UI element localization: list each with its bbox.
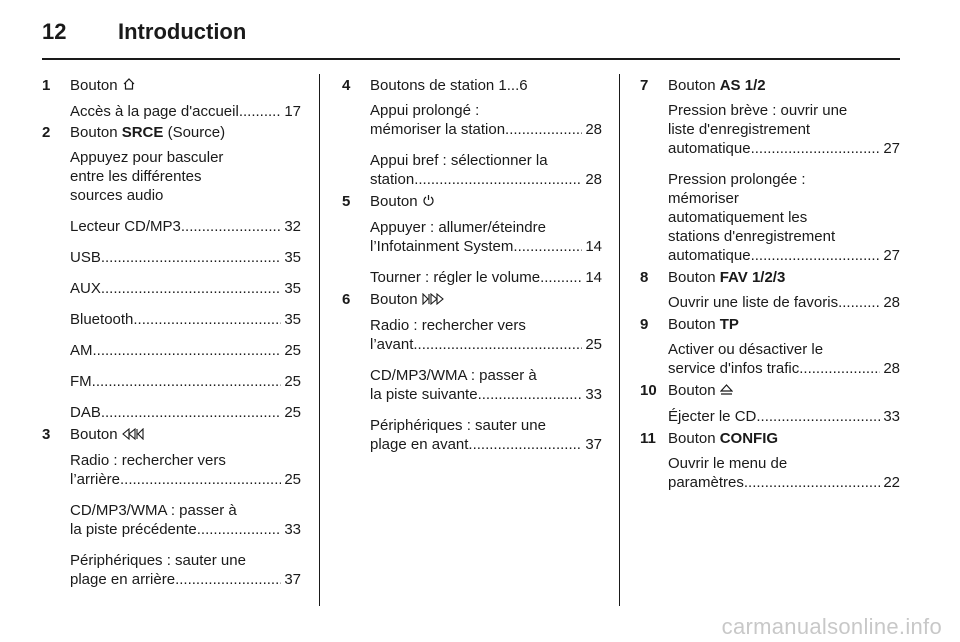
toc-page: 25 bbox=[284, 342, 301, 359]
item-name: AS 1/2 bbox=[719, 77, 766, 94]
toc-page: 37 bbox=[585, 436, 602, 453]
toc-entry bbox=[70, 372, 301, 391]
column-1 bbox=[42, 76, 301, 589]
desc-line: Appuyer : allumer/éteindre bbox=[370, 219, 546, 236]
item-5 bbox=[342, 192, 602, 287]
item-label: Bouton bbox=[70, 124, 118, 141]
toc-text: la piste précédente bbox=[70, 521, 197, 538]
desc-block bbox=[668, 340, 900, 378]
desc-block bbox=[370, 316, 602, 354]
item-label: Boutons de station 1...6 bbox=[370, 77, 528, 94]
toc-page: 28 bbox=[883, 360, 900, 377]
desc-block bbox=[668, 101, 900, 158]
toc-page: 17 bbox=[284, 103, 301, 120]
item-7 bbox=[640, 76, 900, 265]
toc-text: AUX bbox=[70, 280, 101, 297]
item-label: Bouton bbox=[70, 77, 118, 94]
item-label: Bouton bbox=[668, 77, 716, 94]
toc-text: service d'infos trafic bbox=[668, 360, 800, 377]
seek-back-icon bbox=[122, 426, 144, 445]
toc-page: 25 bbox=[284, 471, 301, 488]
toc-entry bbox=[668, 293, 900, 312]
item-number: 6 bbox=[342, 291, 351, 308]
toc-text: Bluetooth bbox=[70, 311, 134, 328]
desc-line: Périphériques : sauter une bbox=[70, 552, 246, 569]
toc-entry bbox=[370, 170, 602, 189]
column-3 bbox=[640, 76, 900, 492]
toc-text: Tourner : régler le volume bbox=[370, 269, 541, 286]
toc-text: plage en arrière bbox=[70, 571, 176, 588]
toc-text: AM bbox=[70, 342, 93, 359]
column-2 bbox=[342, 76, 602, 454]
item-number: 11 bbox=[640, 430, 656, 447]
item-label: Bouton bbox=[668, 269, 716, 286]
toc-entry bbox=[370, 335, 602, 354]
item-name: SRCE bbox=[121, 124, 164, 141]
column-divider-1 bbox=[319, 74, 320, 606]
desc-line: automatiquement les bbox=[668, 209, 808, 226]
toc-text: l’Infotainment System bbox=[370, 238, 514, 255]
toc-entry bbox=[70, 570, 301, 589]
toc-text: l’arrière bbox=[70, 471, 121, 488]
toc-entry bbox=[370, 385, 602, 404]
toc-entry bbox=[668, 473, 900, 492]
item-suffix: (Source) bbox=[167, 124, 226, 141]
page-title: Introduction bbox=[118, 19, 247, 44]
desc-line: CD/MP3/WMA : passer à bbox=[370, 367, 537, 384]
column-divider-2 bbox=[619, 74, 620, 606]
toc-text: DAB bbox=[70, 404, 101, 421]
page-number: 12 bbox=[42, 19, 67, 44]
item-number: 1 bbox=[42, 77, 51, 94]
watermark: carmanualsonline.info bbox=[721, 614, 942, 639]
toc-text: automatique bbox=[668, 140, 751, 157]
toc-text: plage en avant bbox=[370, 436, 469, 453]
desc-line: Appuyez pour basculer bbox=[70, 149, 224, 166]
item-number: 7 bbox=[640, 77, 649, 94]
desc-line: Appui prolongé : bbox=[370, 102, 480, 119]
toc-text: station bbox=[370, 171, 415, 188]
desc-line: liste d'enregistrement bbox=[668, 121, 811, 138]
toc-entry bbox=[70, 217, 301, 236]
item-9 bbox=[640, 315, 900, 378]
toc-page: 25 bbox=[585, 336, 602, 353]
item-number: 5 bbox=[342, 193, 351, 210]
item-4 bbox=[342, 76, 602, 189]
header-rule bbox=[42, 58, 900, 60]
toc-entry bbox=[70, 248, 301, 267]
toc-text: mémoriser la station bbox=[370, 121, 506, 138]
toc-page: 32 bbox=[284, 218, 301, 235]
desc-line: Ouvrir le menu de bbox=[668, 455, 788, 472]
toc-page: 33 bbox=[585, 386, 602, 403]
desc-block bbox=[70, 451, 301, 489]
desc-block bbox=[668, 454, 900, 492]
item-8 bbox=[640, 268, 900, 312]
toc-text: Accès à la page d'accueil bbox=[70, 103, 239, 120]
desc-line: Radio : rechercher vers bbox=[370, 317, 526, 334]
toc-entry bbox=[70, 102, 301, 121]
toc-entry bbox=[668, 359, 900, 378]
toc-text: FM bbox=[70, 373, 92, 390]
item-label: Bouton bbox=[70, 426, 118, 443]
desc-line: Pression brève : ouvrir une bbox=[668, 102, 848, 119]
item-label: Bouton bbox=[370, 291, 418, 308]
toc-page: 22 bbox=[883, 474, 900, 491]
toc-entry bbox=[70, 403, 301, 422]
toc-entry bbox=[70, 341, 301, 360]
toc-entry bbox=[668, 407, 900, 426]
toc-entry bbox=[668, 246, 900, 265]
toc-page: 33 bbox=[284, 521, 301, 538]
item-11 bbox=[640, 429, 900, 492]
item-description bbox=[70, 148, 301, 205]
desc-line: Radio : rechercher vers bbox=[70, 452, 226, 469]
toc-entry bbox=[370, 435, 602, 454]
item-2 bbox=[42, 123, 301, 422]
item-6 bbox=[342, 290, 602, 454]
toc-text: Éjecter le CD bbox=[668, 408, 757, 425]
item-name: CONFIG bbox=[719, 430, 779, 447]
toc-text: Lecteur CD/MP3 bbox=[70, 218, 181, 235]
item-number: 3 bbox=[42, 426, 51, 443]
toc-text: la piste suivante bbox=[370, 386, 478, 403]
item-3 bbox=[42, 425, 301, 589]
desc-line: CD/MP3/WMA : passer à bbox=[70, 502, 237, 519]
toc-page: 14 bbox=[585, 269, 602, 286]
desc-line: mémoriser bbox=[668, 190, 739, 207]
item-name: TP bbox=[719, 316, 739, 333]
item-name: FAV 1/2/3 bbox=[719, 269, 786, 286]
toc-entry bbox=[370, 268, 602, 287]
item-1 bbox=[42, 76, 301, 121]
toc-page: 27 bbox=[883, 140, 900, 157]
item-10 bbox=[640, 381, 900, 426]
desc-block bbox=[370, 218, 602, 256]
toc-entry bbox=[70, 520, 301, 539]
toc-text: automatique bbox=[668, 247, 751, 264]
desc-line: entre les différentes bbox=[70, 168, 202, 185]
item-number: 2 bbox=[42, 124, 51, 141]
eject-icon bbox=[720, 382, 733, 401]
item-label: Bouton bbox=[668, 382, 716, 399]
toc-text: paramètres bbox=[668, 474, 744, 491]
toc-page: 35 bbox=[284, 280, 301, 297]
toc-page: 28 bbox=[585, 171, 602, 188]
toc-page: 25 bbox=[284, 404, 301, 421]
toc-entry bbox=[668, 139, 900, 158]
desc-line: stations d'enregistrement bbox=[668, 228, 836, 245]
toc-page: 37 bbox=[284, 571, 301, 588]
toc-entry bbox=[370, 237, 602, 256]
toc-page: 25 bbox=[284, 373, 301, 390]
desc-block bbox=[370, 101, 602, 139]
item-label: Bouton bbox=[370, 193, 418, 210]
toc-text: Ouvrir une liste de favoris bbox=[668, 294, 839, 311]
home-icon bbox=[122, 77, 136, 96]
toc-entry bbox=[70, 310, 301, 329]
desc-line: sources audio bbox=[70, 187, 164, 204]
toc-text: USB bbox=[70, 249, 101, 266]
item-label: Bouton bbox=[668, 430, 716, 447]
toc-page: 14 bbox=[585, 238, 602, 255]
desc-line: Périphériques : sauter une bbox=[370, 417, 546, 434]
toc-page: 28 bbox=[883, 294, 900, 311]
toc-page: 35 bbox=[284, 311, 301, 328]
item-number: 9 bbox=[640, 316, 649, 333]
item-number: 8 bbox=[640, 269, 649, 286]
toc-text: l’avant bbox=[370, 336, 414, 353]
power-icon bbox=[422, 193, 435, 212]
toc-page: 33 bbox=[883, 408, 900, 425]
page-header bbox=[42, 19, 246, 45]
seek-forward-icon bbox=[422, 291, 444, 310]
item-number: 4 bbox=[342, 77, 351, 94]
desc-line: Pression prolongée : bbox=[668, 171, 806, 188]
desc-line: Activer ou désactiver le bbox=[668, 341, 824, 358]
toc-entry bbox=[70, 279, 301, 298]
toc-page: 27 bbox=[883, 247, 900, 264]
toc-entry bbox=[370, 120, 602, 139]
toc-page: 35 bbox=[284, 249, 301, 266]
item-number: 10 bbox=[640, 382, 657, 399]
item-label: Bouton bbox=[668, 316, 716, 333]
toc-entry bbox=[70, 470, 301, 489]
desc-line: Appui bref : sélectionner la bbox=[370, 152, 548, 169]
toc-page: 28 bbox=[585, 121, 602, 138]
